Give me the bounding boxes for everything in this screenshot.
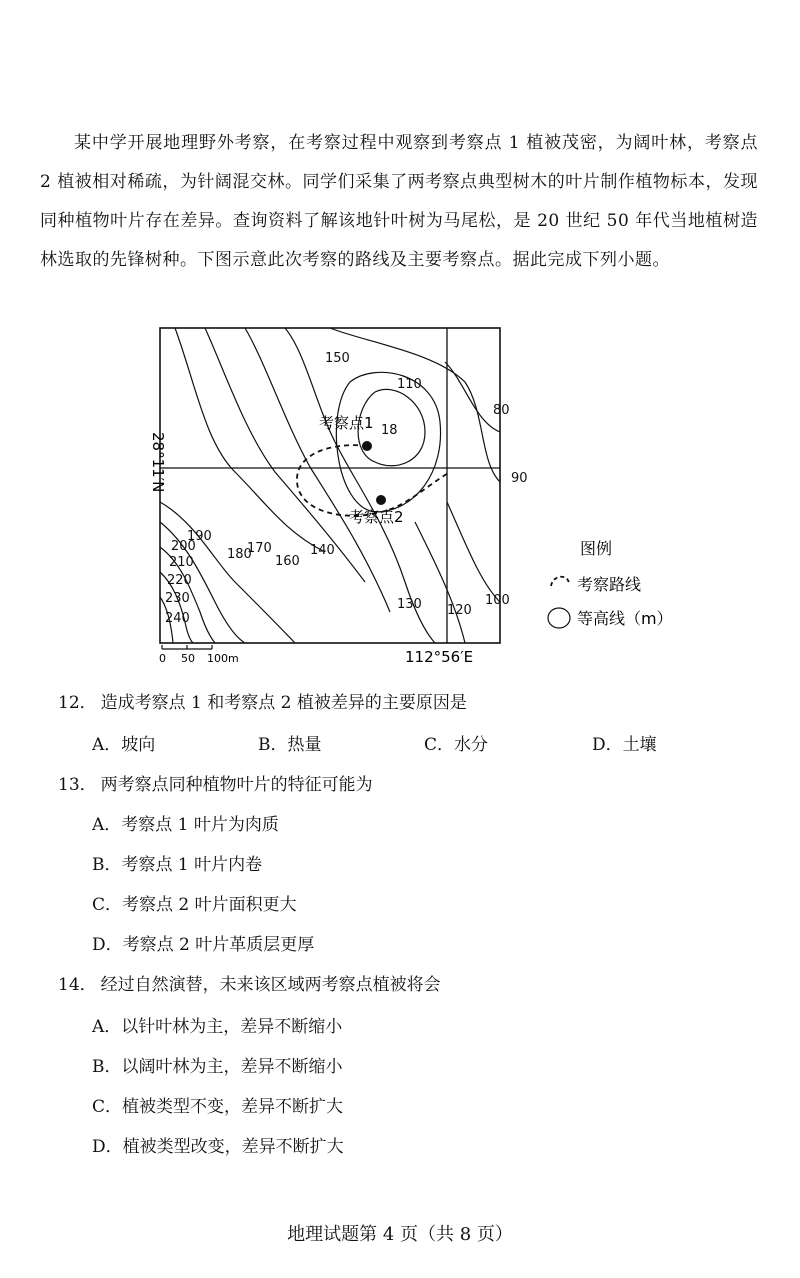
question-number: 12．	[58, 693, 97, 713]
contour-label: 100	[485, 593, 510, 608]
contour-label: 190	[187, 529, 212, 544]
question-number: 14．	[58, 975, 97, 995]
legend-contour-label: 等高线（m）	[577, 609, 673, 628]
point1-marker	[362, 441, 372, 451]
survey-route	[297, 445, 450, 516]
scale-label: 100m	[207, 652, 239, 665]
legend-title: 图例	[580, 539, 613, 558]
contour-label: 150	[325, 351, 350, 366]
point2-label: 考察点2	[349, 508, 404, 526]
question-stem	[58, 970, 441, 995]
option-14-a[interactable]: A．以针叶林为主，差异不断缩小	[92, 1017, 343, 1037]
intro-paragraph	[40, 124, 758, 280]
contour-line	[336, 372, 440, 512]
option-12-c[interactable]: C．水分	[424, 735, 489, 755]
contour-label: 80	[493, 403, 510, 418]
option-14-d[interactable]: D．植被类型改变，差异不断扩大	[92, 1137, 344, 1157]
latitude-label: 28°11′N	[149, 432, 167, 493]
contour-line	[175, 328, 325, 552]
legend-route-label: 考察路线	[577, 575, 642, 594]
page-footer: 地理试题第 4 页（共 8 页）	[287, 1224, 513, 1245]
contour-label: 130	[397, 597, 422, 612]
option-14-b[interactable]: B．以阔叶林为主，差异不断缩小	[92, 1057, 343, 1077]
question-stem	[58, 770, 373, 795]
contour-label: 110	[397, 377, 422, 392]
question-stem	[58, 688, 467, 713]
intro-text: 某中学开展地理野外考察，在考察过程中观察到考察点 1 植被茂密，为阔叶林，考察点 2 植被相对稀疏，为针阔混交林。同学们采集了两考察点典型树木的叶片制作植物标本，发现同种植物叶片存在差异。查询资料了解该地针叶树为马尾松，是 20 世纪 50 年代当地植树造林选取的先锋树种。下图示意此次考察的路线及主要考察点。据此完成下列小题。	[40, 133, 758, 270]
contour-line	[285, 328, 435, 643]
option-13-a[interactable]: A．考察点 1 叶片为肉质	[92, 815, 279, 835]
point2-marker	[376, 495, 386, 505]
question-text: 经过自然演替，未来该区域两考察点植被将会	[100, 975, 441, 995]
contour-label: 120	[447, 603, 472, 618]
option-13-c[interactable]: C．考察点 2 叶片面积更大	[92, 895, 297, 915]
point1-label: 考察点1	[319, 414, 374, 432]
longitude-label: 112°56′E	[405, 648, 474, 666]
contour-line	[245, 328, 390, 612]
contour-map	[135, 322, 673, 667]
option-12-d[interactable]: D．土壤	[592, 735, 657, 755]
question-13	[58, 770, 373, 795]
option-14-c[interactable]: C．植被类型不变，差异不断扩大	[92, 1097, 344, 1117]
contour-label: 200	[171, 539, 196, 554]
contour-label: 170	[247, 541, 272, 556]
scale-bar	[159, 645, 239, 665]
contour-label: 210	[169, 555, 194, 570]
contour-label: 220	[167, 573, 192, 588]
contour-label: 180	[227, 547, 252, 562]
legend	[548, 539, 673, 628]
contour-line	[447, 502, 500, 602]
scale-label: 50	[181, 652, 195, 665]
question-number: 13．	[58, 775, 97, 795]
contour-label: 160	[275, 554, 300, 569]
question-14	[58, 970, 441, 995]
option-13-d[interactable]: D．考察点 2 叶片革质层更厚	[92, 935, 315, 955]
scale-label: 0	[159, 652, 166, 665]
legend-contour-icon	[548, 608, 570, 628]
contour-label: 18	[381, 423, 398, 438]
contour-map-figure	[135, 322, 673, 671]
question-12	[58, 688, 467, 713]
option-12-b[interactable]: B．热量	[258, 735, 322, 755]
contour-label: 240	[165, 611, 190, 626]
contour-label: 140	[310, 543, 335, 558]
option-12-a[interactable]: A．坡向	[92, 735, 156, 755]
question-text: 两考察点同种植物叶片的特征可能为	[100, 775, 373, 795]
legend-route-icon	[551, 577, 569, 586]
contour-line	[205, 328, 365, 582]
question-text: 造成考察点 1 和考察点 2 植被差异的主要原因是	[100, 693, 467, 713]
contour-label: 230	[165, 591, 190, 606]
option-13-b[interactable]: B．考察点 1 叶片内卷	[92, 855, 263, 875]
contour-label: 90	[511, 471, 528, 486]
contour-lines	[160, 328, 500, 643]
